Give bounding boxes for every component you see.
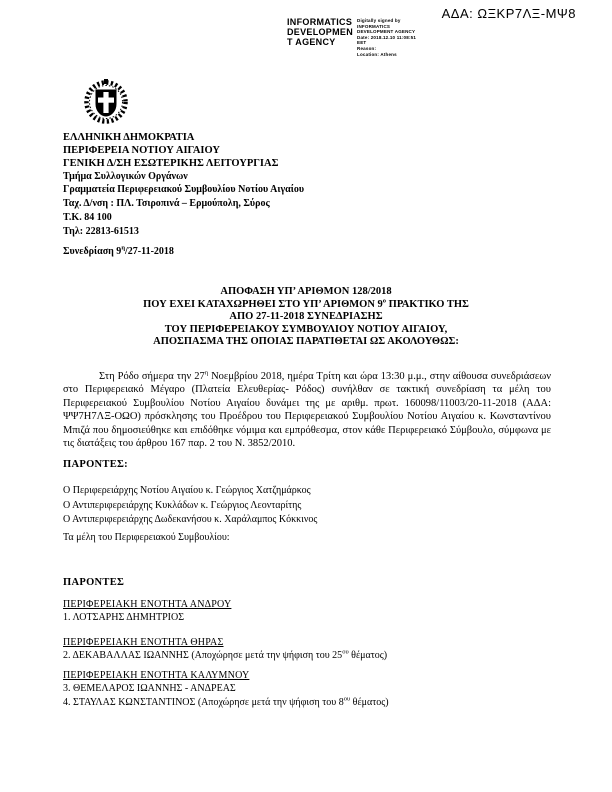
contact-address: Ταχ. Δ/νση : ΠΛ. Τσιροπινά – Ερμούπολη, Σύρος	[63, 198, 270, 209]
body-paragraph-rest: Νοεμβρίου 2018, ημέρα Τρίτη και ώρα 13:30 μ.μ., στην αίθουσα συνεδριάσεων στο Περιφερειακό Μέγαρο (Πλατεία Ελευθερίας- Ρόδος) συνήλθαν σε τακτική συνεδρίαση τα μέλη του Περιφερειακού Συμβουλίου Νοτίου Αιγαίου δυνάμει της με αριθμ. πρωτ. 160098/11003/20-11-2018 (ΑΔΑ: ΨΨ7Η7ΛΞ-ΟΩΟ) πρόσκλησης του Προέδρου του Περιφερειακού Συμβουλίου Νοτίου Αιγαίου κ. Κωνσταντίνου Μπιζά που δημοσιεύθηκε και επιδόθηκε νόμιμα και εμπρόθεσμα, στον κάθε Περιφερειακό Σύμβουλο, σύμφωνα με τις διατάξεις του άρθρου 167 παρ. 2 του Ν. 3852/2010.	[63, 371, 551, 450]
member-text: 4. ΣΤΑΥΛΑΣ ΚΩΝΣΤΑΝΤΙΝΟΣ (Αποχώρησε μετά την ψήφιση του 8	[63, 696, 344, 708]
digital-signature-stamp	[287, 17, 416, 57]
member-text-suffix: θέματος)	[348, 650, 388, 661]
contact-block	[63, 197, 270, 239]
member-row	[63, 682, 389, 696]
stamp-agency-line: T AGENCY	[287, 37, 336, 47]
letterhead-line-republic: ΕΛΛΗΝΙΚΗ ΔΗΜΟΚΡΑΤΙΑ	[63, 132, 195, 143]
regional-unit-kalymnos	[63, 670, 389, 709]
present-members-label: ΠΑΡΟΝΤΕΣ	[63, 577, 125, 588]
session-suffix: /27-11-2018	[125, 246, 174, 257]
unit-heading-thira: ΠΕΡΙΦΕΡΕΙΑΚΗ ΕΝΟΤΗΤΑ ΘΗΡΑΣ	[63, 637, 224, 648]
stamp-detail-line: EET	[357, 40, 367, 46]
unit-heading-andros: ΠΕΡΙΦΕΡΕΙΑΚΗ ΕΝΟΤΗΤΑ ΑΝΔΡΟΥ	[63, 599, 232, 610]
title-line-5: ΑΠΟΣΠΑΣΜΑ ΤΗΣ ΟΠΟΙΑΣ ΠΑΡΑΤΙΘΕΤΑΙ ΩΣ ΑΚΟΛΟΥΘΩΣ:	[153, 336, 459, 348]
present-officials-label: ΠΑΡΟΝΤΕΣ:	[63, 459, 128, 470]
title-line-2-prefix: ΠΟΥ ΕΧΕΙ ΚΑΤΑΧΩΡΗΘΕΙ ΣΤΟ ΥΠ’ ΑΡΙΘΜΟΝ 9	[143, 298, 383, 310]
stamp-detail-line: Date: 2018.12.10 11:08:51	[357, 34, 417, 40]
title-line-2-suffix: ΠΡΑΚΤΙΚΟ ΤΗΣ	[386, 298, 469, 310]
member-text: 2. ΔΕΚΑΒΑΛΛΑΣ ΙΩΑΝΝΗΣ (Αποχώρησε μετά την ψήφιση του 25	[63, 650, 343, 661]
officials-list	[63, 484, 317, 528]
ada-code: ΑΔΑ: ΩΞΚΡ7ΛΞ-ΜΨ8	[441, 6, 576, 21]
body-paragraph-prefix: Στη Ρόδο σήμερα την 27	[99, 371, 205, 382]
decision-title	[40, 286, 572, 349]
contact-postal-code: Τ.Κ. 84 100	[63, 212, 112, 223]
title-ordinal-sup: ο	[382, 297, 387, 305]
letterhead	[63, 131, 304, 196]
member-row	[63, 696, 389, 710]
member-text-suffix: θέματος)	[350, 696, 389, 708]
stamp-detail-line: DEVELOPMENT AGENCY	[357, 29, 416, 35]
member-ordinal-sup: ου	[343, 695, 351, 703]
official-governor: Ο Περιφερειάρχης Νοτίου Αιγαίου κ. Γεώργιος Χατζημάρκος	[63, 485, 311, 496]
stamp-detail-line: Digitally signed by	[357, 18, 401, 23]
title-line-2	[40, 299, 572, 312]
regional-unit-thira	[63, 637, 387, 663]
stamp-detail-line: Location: Athens	[357, 51, 397, 57]
session-prefix: Συνεδρίαση 9	[63, 246, 122, 257]
member-ordinal-sup: ου	[342, 648, 349, 656]
member-row	[63, 611, 231, 625]
letterhead-line-secretariat: Γραμματεία Περιφερειακού Συμβουλίου Νοτίου Αιγαίου	[63, 184, 305, 195]
title-line-3: ΑΠΟ 27-11-2018 ΣΥΝΕΔΡΙΑΣΗΣ	[229, 311, 383, 323]
member-row	[63, 649, 387, 663]
title-line-1: ΑΠΟΦΑΣΗ ΥΠ’ ΑΡΙΘΜΟΝ 128/2018	[220, 286, 392, 297]
session-line	[63, 246, 174, 257]
letterhead-line-region: ΠΕΡΙΦΕΡΕΙΑ ΝΟΤΙΟΥ ΑΙΓΑΙΟΥ	[63, 145, 220, 156]
official-vice-governor-cyclades: Ο Αντιπεριφερειάρχης Κυκλάδων κ. Γεώργιος Λεονταρίτης	[63, 499, 302, 511]
stamp-agency-line: INFORMATICS	[287, 17, 353, 27]
title-line-4: ΤΟΥ ΠΕΡΙΦΕΡΕΙΑΚΟΥ ΣΥΜΒΟΥΛΙΟΥ ΝΟΤΙΟΥ ΑΙΓΑΙΟΥ,	[164, 323, 448, 335]
hellenic-coat-of-arms-icon	[83, 78, 129, 126]
body-paragraph	[63, 370, 551, 450]
member-text: 1. ΛΟΤΣΑΡΗΣ ΔΗΜΗΤΡΙΟΣ	[63, 612, 185, 623]
stamp-agency-name	[287, 17, 353, 57]
unit-heading-kalymnos: ΠΕΡΙΦΕΡΕΙΑΚΗ ΕΝΟΤΗΤΑ ΚΑΛΥΜΝΟΥ	[63, 670, 250, 681]
contact-phone: Τηλ: 22813-61513	[63, 226, 139, 237]
letterhead-line-directorate: ΓΕΝΙΚΗ Δ/ΣΗ ΕΣΩΤΕΡΙΚΗΣ ΛΕΙΤΟΥΡΓΙΑΣ	[63, 158, 279, 169]
letterhead-line-department: Τμήμα Συλλογικών Οργάνων	[63, 171, 188, 182]
stamp-detail-line: Reason:	[357, 45, 377, 51]
stamp-detail-line: INFORMATICS	[357, 23, 391, 29]
session-ordinal-sup: η	[121, 244, 126, 252]
regional-unit-andros	[63, 599, 231, 625]
member-text: 3. ΘΕΜΕΛΑΡΟΣ ΙΩΑΝΝΗΣ - ΑΝΔΡΕΑΣ	[63, 683, 236, 694]
coat-of-arms-svg	[83, 78, 129, 126]
body-ordinal-sup: η	[204, 369, 209, 377]
members-intro: Τα μέλη του Περιφερειακού Συμβουλίου:	[63, 532, 230, 543]
official-vice-governor-dodecanese: Ο Αντιπεριφερειάρχης Δωδεκανήσου κ. Χαράλαμπος Κόκκινος	[63, 514, 318, 525]
stamp-agency-line: DEVELOPMEN	[287, 27, 354, 37]
stamp-signature-details	[357, 17, 416, 57]
